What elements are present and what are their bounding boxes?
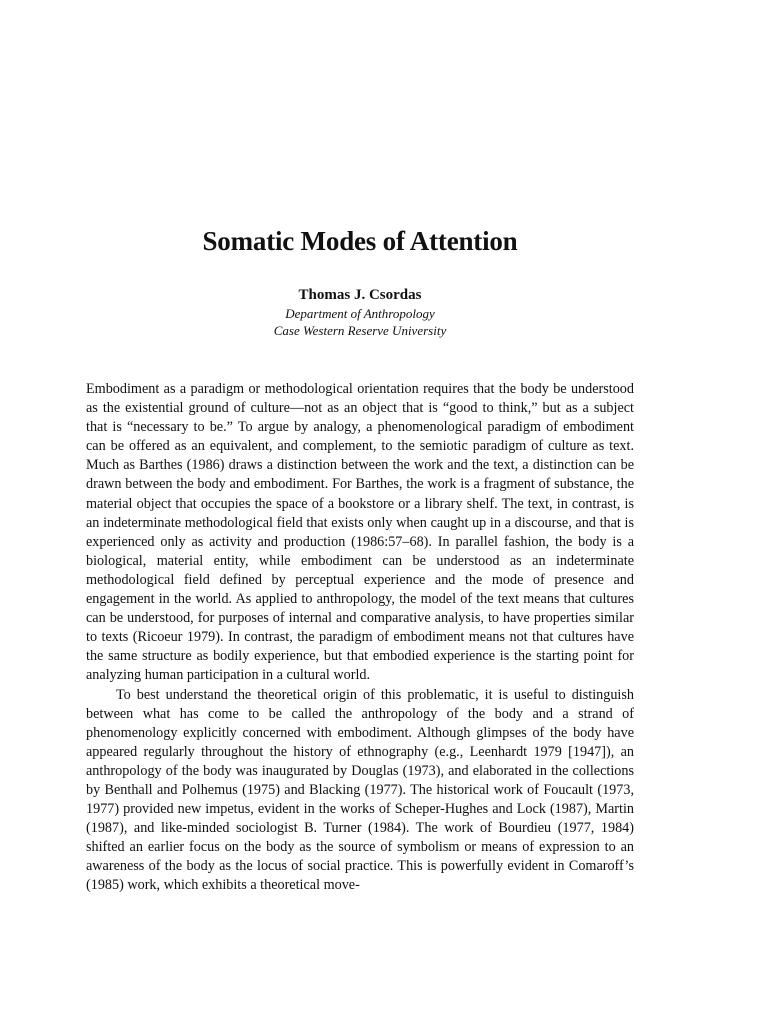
body-paragraph-1: Embodiment as a paradigm or methodological orientation requires that the body be understood as the existential ground of culture—not as an object that is “good to think,” but as a subject that is “necessary to be.” To argue by analogy, a phenomenological paradigm of embodiment can be offered as an equivalent, and complement, to the semiotic paradigm of culture as text. Much as Barthes (1986) draws a distinction between the work and the text, a distinction can be drawn between the body and embodiment. For Barthes, the work is a fragment of substance, the material object that occupies the space of a bookstore or a library shelf. The text, in contrast, is an indeterminate methodological field that exists only when caught up in a discourse, and that is experienced only as activity and production (1986:57–68). In parallel fashion, the body is a biological, material entity, while embodiment can be understood as an indeterminate methodological field defined by perceptual experience and the mode of presence and engagement in the world. As applied to anthropology, the model of the text means that cultures can be understood, for purposes of internal and comparative analysis, to have properties similar to texts (Ricoeur 1979). In contrast, the paradigm of embodiment means not that cultures have the same structure as bodily experience, but that embodied experience is the starting point for analyzing human participation in a cultural world.: [86, 381, 634, 684]
author-block: [0, 286, 720, 339]
author-department: Department of Anthropology: [285, 306, 435, 321]
body-paragraph-2: To best understand the theoretical origin of this problematic, it is useful to distinguish between what has come to be called the anthropology of the body and a strand of phenomenology explicitly concerned with embodiment. Although glimpses of the body have appeared regularly throughout the history of ethnography (e.g., Leenhardt 1979 [1947]), an anthropology of the body was inaugurated by Douglas (1973), and elaborated in the collections by Benthall and Polhemus (1975) and Blacking (1977). The historical work of Foucault (1973, 1977) provided new impetus, evident in the works of Scheper-Hughes and Lock (1987), Martin (1987), and like-minded sociologist B. Turner (1984). The work of Bourdieu (1977, 1984) shifted an earlier focus on the body as the source of symbolism or means of expression to an awareness of the body as the locus of social practice. This is powerfully evident in Comaroff’s (1985) work, which exhibits a theoretical move-: [86, 686, 634, 894]
article-title: Somatic Modes of Attention: [202, 226, 518, 256]
article-body: [86, 380, 634, 896]
author-institution: Case Western Reserve University: [273, 323, 447, 338]
author-name: Thomas J. Csordas: [298, 287, 422, 303]
